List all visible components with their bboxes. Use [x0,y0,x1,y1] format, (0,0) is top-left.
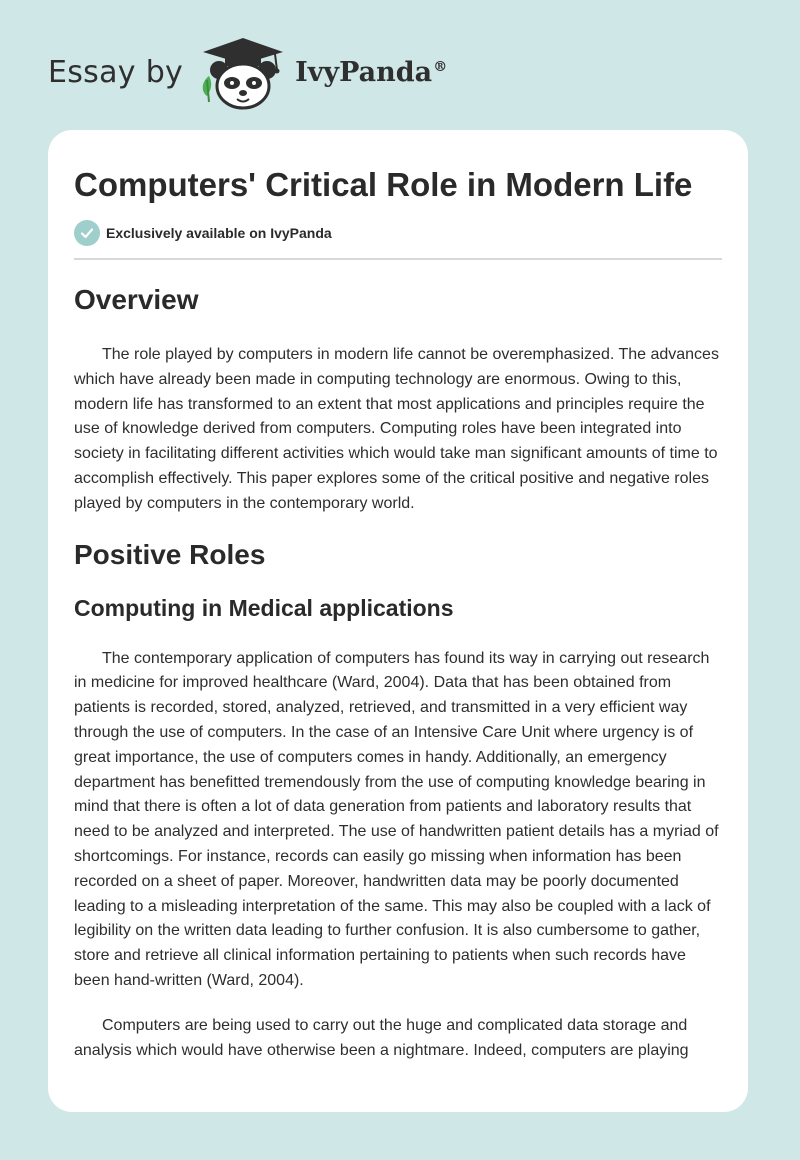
brand-name[interactable] [295,57,447,88]
section-heading-overview: Overview [74,284,199,315]
brand-name-text: IvyPanda [295,56,433,88]
subheading-medical-applications: Computing in Medical applications [74,594,454,621]
exclusive-badge-text: Exclusively available on IvyPanda [106,225,332,241]
essay-by-label: Essay by [48,54,184,90]
section-heading-positive-roles: Positive Roles [74,538,266,570]
registered-mark: ® [433,58,448,75]
title-divider [74,258,722,260]
panda-graduate-icon[interactable] [195,32,291,112]
check-icon [74,220,100,246]
page-title: Computers' Critical Role in Modern Life [74,166,693,203]
site-header [48,32,447,112]
exclusive-badge [74,220,722,246]
paragraph-overview: The role played by computers in modern life cannot be overemphasized. The advances which have already been made in computing technology are enormous. Owing to this, modern life has transformed to an extent that most applications and principles require the use of knowledge derived from computers. Computing roles have been integrated into society in facilitating different activities which would take man significant amounts of time to accomplish effectively. This paper explores some of the critical positive and negative roles played by computers in the contemporary world. [74,346,719,512]
paragraph-medical-1: The contemporary application of computers has found its way in carrying out research in medicine for improved healthcare (Ward, 2004). Data that has been obtained from patients is recorded, stored, analyzed, retrieved, and transmitted in a very efficient way through the use of computers. In the case of an Intensive Care Unit where urgency is of great importance, the use of computers comes in handy. Additionally, an emergency department has benefitted tremendously from the use of computing knowledge bearing in mind that there is often a lot of data generation from patients and laboratory results that need to be analyzed and interpreted. The use of handwritten patient details has a myriad of shortcomings. For instance, records can easily go missing when information has been recorded on a sheet of paper. Moreover, handwritten data may be poorly documented leading to a misleading interpretation of the same. This may also be coupled with a lack of legibility on the written data leading to further confusion. It is also cumbersome to gather, store and retrieve all clinical information pertaining to patients when such records have been hand-written (Ward, 2004). [74,649,719,989]
paragraph-medical-2: Computers are being used to carry out the huge and complicated data storage and analysis which would have otherwise been a nightmare. Indeed, computers are playing [74,1016,689,1059]
essay-card [48,130,748,1112]
